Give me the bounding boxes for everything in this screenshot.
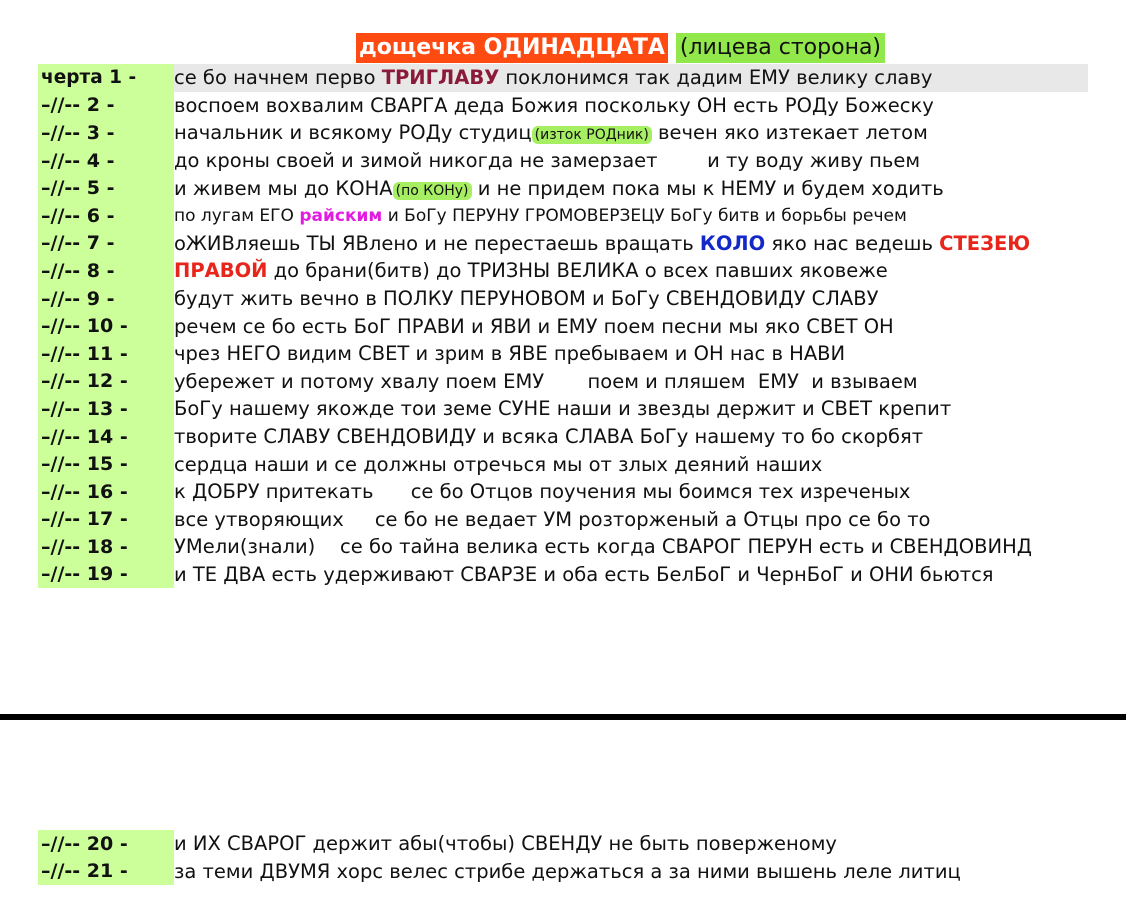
text-line — [38, 450, 1088, 478]
line-segment: и БоГу ПЕРУНУ ГРОМОВЕРЗЕЦУ БоГу битв и борьбы речем — [382, 205, 907, 226]
line-label: –//-- 2 - — [38, 92, 174, 120]
text-line — [38, 506, 1088, 534]
line-label: –//-- 21 - — [38, 858, 174, 886]
text-line — [38, 64, 1088, 92]
title-subtitle: (лицева сторона) — [676, 33, 885, 63]
highlight-text: (изток РОДник) — [532, 126, 652, 144]
text-line — [38, 858, 1088, 886]
text-line — [38, 92, 1088, 120]
line-label: –//-- 19 - — [38, 561, 174, 589]
line-segment: и ИХ СВАРОГ держит абы(чтобы) СВЕНДУ не быть поверженому — [174, 832, 837, 856]
line-segment: к ДОБРУ притекать се бо Отцов поучения мы боимся тех изреченых — [174, 480, 911, 504]
line-segment: оЖИВляешь ТЫ ЯВлено и не перестаешь вращать — [174, 231, 700, 255]
line-text — [174, 370, 918, 393]
line-text — [174, 453, 822, 476]
line-label: –//-- 13 - — [38, 395, 174, 423]
line-text — [174, 425, 923, 448]
line-text — [174, 397, 951, 420]
line-label: –//-- 8 - — [38, 257, 174, 285]
line-segment: вечен яко изтекает летом — [651, 121, 928, 145]
line-text — [174, 232, 1030, 255]
line-segment: сердца наши и се должны отречься мы от злых деяний наших — [174, 452, 823, 476]
line-text — [174, 259, 888, 282]
line-segment: по лугам ЕГО — [174, 205, 300, 226]
line-label: –//-- 10 - — [38, 312, 174, 340]
text-line — [38, 285, 1088, 313]
line-label: –//-- 9 - — [38, 285, 174, 313]
line-segment: убережет и потому хвалу поем ЕМУ поем и пляшем ЕМУ и взываем — [174, 369, 918, 393]
text-line — [38, 533, 1088, 561]
title-main: дощечка ОДИНАДЦАТА — [356, 33, 668, 63]
line-text — [174, 66, 932, 89]
line-text — [174, 480, 910, 503]
highlight-text: ТРИГЛАВУ — [381, 66, 500, 90]
text-line — [38, 257, 1088, 285]
line-text — [174, 508, 931, 531]
line-label: –//-- 7 - — [38, 230, 174, 258]
line-text — [174, 206, 907, 226]
line-label: –//-- 6 - — [38, 202, 174, 230]
line-segment: за теми ДВУМЯ хорс велес стрибе держаться а за ними вышень леле литиц — [174, 859, 961, 883]
text-line — [38, 561, 1088, 589]
highlight-text: КОЛО — [699, 231, 766, 255]
line-segment: начальник и всякому РОДу студиц — [174, 121, 532, 145]
line-segment: и живем мы до КОНА — [174, 176, 393, 200]
line-segment: се бо начнем перво — [174, 66, 382, 90]
section-divider — [0, 714, 1126, 720]
line-text — [174, 832, 837, 855]
line-segment: поклонимся так дадим ЕМУ велику славу — [499, 66, 933, 90]
line-segment: яко нас ведешь — [765, 231, 940, 255]
highlight-text: СТЕЗЕЮ — [939, 231, 1031, 255]
line-segment: УМели(знали) се бо тайна велика есть когда СВАРОГ ПЕРУН есть и СВЕНДОВИНД — [174, 535, 1032, 559]
line-segment: и не придем пока мы к НЕМУ и будем ходить — [471, 176, 944, 200]
text-line — [38, 340, 1088, 368]
text-lines-continuation — [38, 830, 1088, 885]
line-segment: до кроны своей и зимой никогда не замерзает и ту воду живу пьем — [174, 149, 921, 173]
line-text — [174, 177, 944, 200]
line-segment: и ТЕ ДВА есть удерживают СВАРЗЕ и оба есть БелБоГ и ЧернБоГ и ОНИ бьются — [174, 562, 994, 586]
line-label: –//-- 5 - — [38, 174, 174, 202]
text-lines-main — [38, 64, 1088, 588]
line-text — [174, 563, 994, 586]
line-segment: все утворяющих се бо не ведает УМ розторженый а Отцы про се бо то — [174, 507, 931, 531]
line-label: –//-- 11 - — [38, 340, 174, 368]
line-segment: воспоем вохвалим СВАРГА деда Божия поскольку ОН есть РОДу Божеску — [174, 93, 934, 117]
line-segment: речем се бо есть БоГ ПРАВИ и ЯВИ и ЕМУ поем песни мы яко СВЕТ ОН — [174, 314, 894, 338]
text-line — [38, 174, 1088, 202]
text-line — [38, 423, 1088, 451]
highlight-text: (по КОНу) — [393, 182, 472, 200]
text-line — [38, 202, 1088, 230]
line-label: –//-- 3 - — [38, 119, 174, 147]
line-segment: чрез НЕГО видим СВЕТ и зрим в ЯВЕ пребываем и ОН нас в НАВИ — [174, 342, 846, 366]
line-segment: будут жить вечно в ПОЛКУ ПЕРУНОВОМ и БоГу СВЕНДОВИДУ СЛАВУ — [174, 287, 879, 311]
line-text — [174, 315, 894, 338]
line-text — [174, 94, 934, 117]
line-label: –//-- 20 - — [38, 830, 174, 858]
line-label: –//-- 16 - — [38, 478, 174, 506]
text-line — [38, 147, 1088, 175]
line-segment: до брани(битв) до ТРИЗНЫ ВЕЛИКА о всех павших яковеже — [267, 259, 888, 283]
line-label: –//-- 15 - — [38, 450, 174, 478]
line-text — [174, 287, 879, 310]
line-text — [174, 535, 1032, 558]
text-line — [38, 395, 1088, 423]
line-label: черта 1 - — [38, 64, 174, 92]
line-segment: творите СЛАВУ СВЕНДОВИДУ и всяка СЛАВА БоГу нашему то бо скорбят — [174, 425, 924, 449]
text-line — [38, 830, 1088, 858]
line-text — [174, 149, 920, 172]
text-line — [38, 312, 1088, 340]
line-label: –//-- 4 - — [38, 147, 174, 175]
line-segment: БоГу нашему якожде тои земе СУНЕ наши и звезды держит и СВЕТ крепит — [174, 397, 952, 421]
line-label: –//-- 17 - — [38, 506, 174, 534]
text-line — [38, 230, 1088, 258]
page-title — [356, 33, 885, 63]
highlight-text: ПРАВОЙ — [174, 259, 268, 283]
line-label: –//-- 18 - — [38, 533, 174, 561]
highlight-text: райским — [299, 205, 383, 226]
text-line — [38, 368, 1088, 396]
line-text — [174, 121, 928, 144]
line-text — [174, 860, 961, 883]
line-text — [174, 342, 845, 365]
line-label: –//-- 14 - — [38, 423, 174, 451]
line-label: –//-- 12 - — [38, 368, 174, 396]
text-line — [38, 478, 1088, 506]
text-line — [38, 119, 1088, 147]
